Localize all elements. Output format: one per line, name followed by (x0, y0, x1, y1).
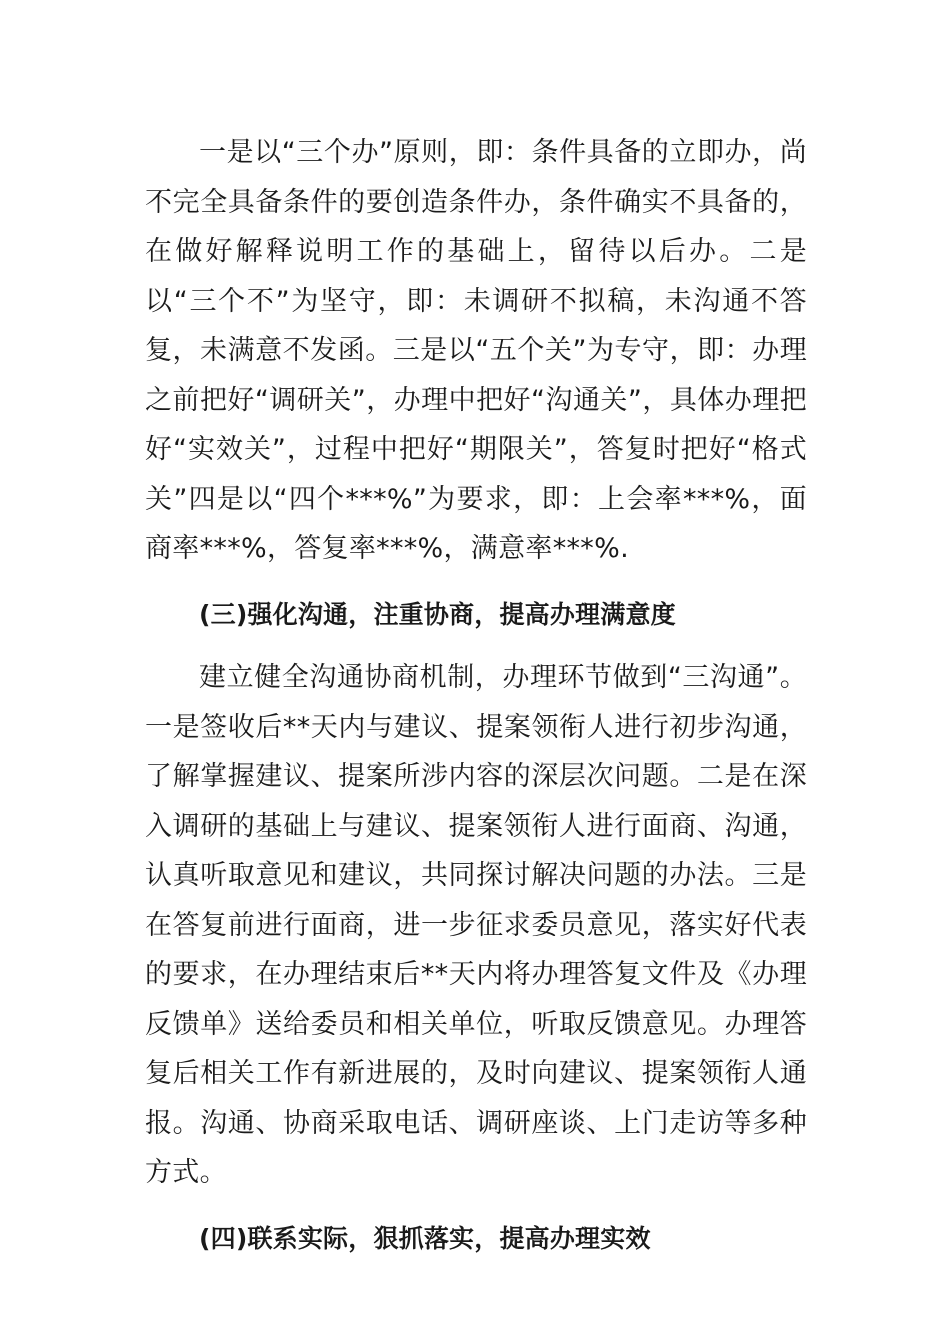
section-heading: (四)联系实际，狠抓落实，提高办理实效 (199, 1223, 651, 1253)
section-heading: (三)强化沟通，注重协商，提高办理满意度 (199, 599, 676, 629)
document-page (145, 128, 807, 1263)
body-paragraph: 一是以“三个办”原则，即：条件具备的立即办，尚不完全具备条件的要创造条件办，条件确实不具备的，在做好解释说明工作的基础上，留待以后办。二是以“三个不”为坚守，即：未调研不拟稿，未沟通不答复，未满意不发函。三是以“五个关”为专守，即：办理之前把好“调研关”，办理中把好“沟通关”，具体办理把好“实效关”，过程中把好“期限关”，答复时把好“格式关”四是以“四个***%”为要求，即：上会率***%，面商率***%，答复率***%，满意率***%. (145, 137, 807, 564)
body-paragraph: 建立健全沟通协商机制，办理环节做到“三沟通”。一是签收后**天内与建议、提案领衔人进行初步沟通，了解掌握建议、提案所涉内容的深层次问题。二是在深入调研的基础上与建议、提案领衔人进行面商、沟通，认真听取意见和建议，共同探讨解决问题的办法。三是在答复前进行面商，进一步征求委员意见，落实好代表的要求，在办理结束后**天内将办理答复文件及《办理反馈单》送给委员和相关单位，听取反馈意见。办理答复后相关工作有新进展的，及时向建议、提案领衔人通报。沟通、协商采取电话、调研座谈、上门走访等多种方式。 (145, 662, 807, 1188)
